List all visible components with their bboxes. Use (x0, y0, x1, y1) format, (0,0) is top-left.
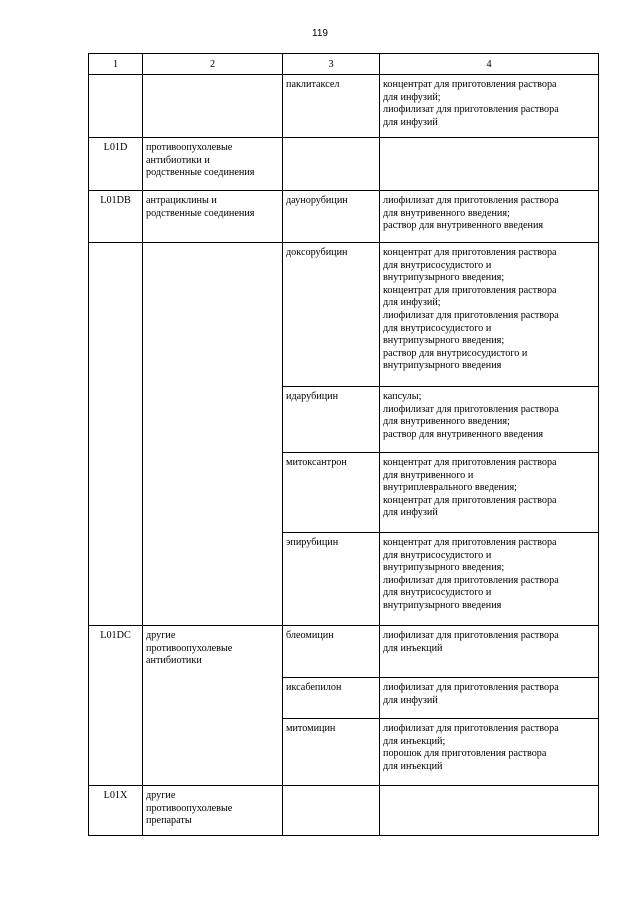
dosage-form-cell: лиофилизат для приготовления раствора для инфузий (380, 678, 599, 719)
group-name-cell: противоопухолевые антибиотики и родственные соединения (143, 138, 283, 191)
group-name-cell: другие противоопухолевые антибиотики (143, 626, 283, 786)
table-row (89, 75, 599, 138)
atc-code-cell: L01D (89, 138, 143, 191)
header-cell-code: 1 (89, 54, 143, 75)
dosage-form-cell: лиофилизат для приготовления раствора для внутривенного введения; раствор для внутривенного введения (380, 191, 599, 243)
atc-code-cell (89, 243, 143, 626)
drug-name-cell (283, 786, 380, 836)
group-name-cell (143, 243, 283, 626)
drug-table (88, 53, 599, 836)
drug-name-cell (283, 138, 380, 191)
atc-code-cell: L01DC (89, 626, 143, 786)
atc-code-cell (89, 75, 143, 138)
table-row (89, 191, 599, 243)
page-number: 119 (312, 28, 328, 39)
dosage-form-cell: капсулы; лиофилизат для приготовления раствора для внутривенного введения; раствор для внутривенного введения (380, 387, 599, 453)
drug-name-cell: иксабепилон (283, 678, 380, 719)
dosage-form-cell: концентрат для приготовления раствора для внутрисосудистого и внутрипузырного введения; концентрат для приготовления раствора для инфузий; лиофилизат для приготовления раствора для внутрисосудистого и внутрипузырного введения; раствор для внутрисосудистого и внутрипузырного введения (380, 243, 599, 387)
group-name-cell: другие противоопухолевые препараты (143, 786, 283, 836)
dosage-form-cell: концентрат для приготовления раствора для инфузий; лиофилизат для приготовления раствора для инфузий (380, 75, 599, 138)
drug-name-cell: доксорубицин (283, 243, 380, 387)
drug-name-cell: митомицин (283, 719, 380, 786)
dosage-form-cell: лиофилизат для приготовления раствора для инъекций; порошок для приготовления раствора для инъекций (380, 719, 599, 786)
drug-name-cell: даунорубицин (283, 191, 380, 243)
group-name-cell (143, 75, 283, 138)
drug-name-cell: паклитаксел (283, 75, 380, 138)
table-row (89, 243, 599, 387)
table-row (89, 626, 599, 678)
dosage-form-cell: концентрат для приготовления раствора для внутрисосудистого и внутрипузырного введения; лиофилизат для приготовления раствора для внутрисосудистого и внутрипузырного введения (380, 533, 599, 626)
drug-name-cell: блеомицин (283, 626, 380, 678)
header-row (89, 54, 599, 75)
table-row (89, 138, 599, 191)
header-cell-group: 2 (143, 54, 283, 75)
header-cell-drug: 3 (283, 54, 380, 75)
atc-code-cell: L01X (89, 786, 143, 836)
table-row (89, 786, 599, 836)
dosage-form-cell (380, 138, 599, 191)
header-cell-forms: 4 (380, 54, 599, 75)
dosage-form-cell (380, 786, 599, 836)
dosage-form-cell: концентрат для приготовления раствора для внутривенного и внутриплеврального введения; концентрат для приготовления раствора для инфузий (380, 453, 599, 533)
group-name-cell: антрациклины и родственные соединения (143, 191, 283, 243)
drug-name-cell: идарубицин (283, 387, 380, 453)
drug-name-cell: митоксантрон (283, 453, 380, 533)
atc-code-cell: L01DB (89, 191, 143, 243)
drug-name-cell: эпирубицин (283, 533, 380, 626)
dosage-form-cell: лиофилизат для приготовления раствора для инъекций (380, 626, 599, 678)
